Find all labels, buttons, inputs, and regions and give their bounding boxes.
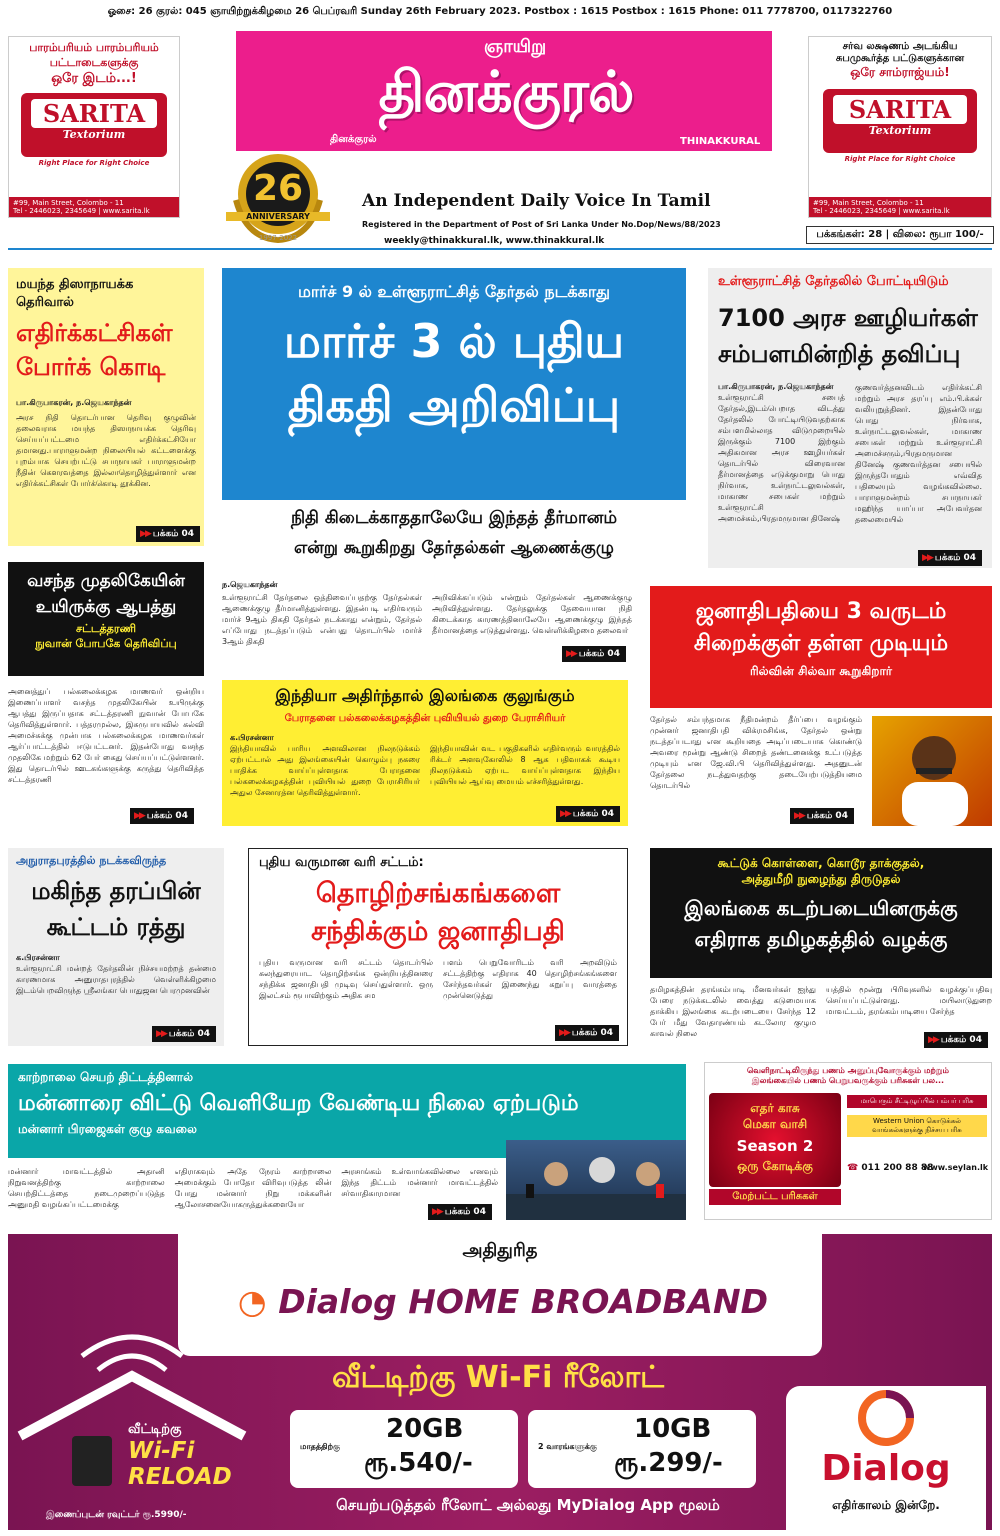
story-state-employees[interactable] <box>708 268 992 568</box>
dialog-brand-text: Dialog HOME BROADBAND <box>278 1282 769 1321</box>
continue-label: பக்கம் 04 <box>806 810 848 821</box>
story-body-col-2: குணவர்த்தனவிடம் எதிர்க்கட்சி மற்றும் அரச தரப்பு எம்.பி.க்கள் வலியுறுத்தினர். இதன்போது பொது நிர்வாக, உள்நாட்டலுவல்கள், மாகாண சபைகள் மற்றும் உள்ளூராட்சி அமைச்சரும்,பிரதமருமான தினேஷ் குணவர்த்தன சபையில் இருந்தபோதும் எவ்வித பதிலையும் வழங்கவில்லை. பாராளுமன்றம் சபாநாயகர் மஹிந்த யாப்பா அபேவர்தன தலைமையில் <box>855 383 982 524</box>
continue-link[interactable] <box>918 550 982 566</box>
double-arrow-icon: ▶▶ <box>432 1207 442 1217</box>
story-body: உள்ளூராட்சி மன்றத் தேர்தலின் நிச்சயமற்றத் தன்மை காரணமாக அனுராதபுரத்தில் வெள்ளிக்கிழமை இடம்பெறவிருந்த ஸ்ரீலங்கா பொதுஜன பெரமுனவின் <box>16 964 216 995</box>
double-arrow-icon: ▶▶ <box>566 649 576 659</box>
story-body <box>259 957 617 1001</box>
story-headline: மன்னாரை விட்டு வெளியேற வேண்டிய நிலை ஏற்படும் <box>18 1091 579 1116</box>
seylan-prize-1: ஒரு கோடிக்கு <box>737 1159 813 1173</box>
page-count-price: பக்கங்கள்: 28 | விலை: ரூபா 100/- <box>806 226 994 244</box>
story-sub: மன்னார் பிரஜைகள் குழு கவலை <box>18 1122 197 1136</box>
anniversary-number: 26 <box>252 168 304 209</box>
price-amount: ரூ.540/- <box>364 1448 473 1478</box>
tagline: An Independent Daily Voice In Tamil <box>362 191 711 211</box>
continue-label: பக்கம் 04 <box>572 808 614 819</box>
continue-label: பக்கம் 04 <box>152 528 194 539</box>
lead-byline: ந.ஜெயகாந்தன் <box>222 580 278 589</box>
story-mannar-body <box>8 1166 498 1210</box>
story-byline: பா.கிருபாகரன், ந.ஜெயகாந்தன் <box>718 382 834 391</box>
story-headline-1: இலங்கை கடற்படையினருக்கு <box>684 896 958 920</box>
sarita-address-bar <box>809 197 991 217</box>
sarita-logo <box>21 93 167 157</box>
story-sub-1: சட்டத்தரணி <box>76 622 136 635</box>
press-photo-icon <box>506 1140 686 1220</box>
seylan-web[interactable]: www.seylan.lk <box>923 1163 989 1172</box>
story-headline-1: தொழிற்சங்கங்களை <box>315 878 561 909</box>
continue-label: பக்கம் 04 <box>571 1027 613 1038</box>
seylan-season: Season 2 <box>736 1137 814 1155</box>
story-body-col-1: மன்னார் மாவட்டத்தில் அதானி நிறுவனத்திற்கு காற்றாலை செயற்திட்டத்தை நடைமுறைப்படுத்த அனுமதி வழங்கப்பட்டமைக்கு <box>8 1167 165 1209</box>
story-president-box[interactable] <box>650 586 992 708</box>
story-headline-2: உயிருக்கு ஆபத்து <box>35 597 177 617</box>
story-headline-2: கூட்டம் ரத்து <box>46 913 186 941</box>
continue-link[interactable] <box>555 1025 619 1041</box>
person-photo-icon <box>872 716 992 826</box>
continue-link[interactable] <box>556 806 620 822</box>
story-body-col-2: யத்தில் மூன்று பிரிவுகளில் வழக்குப்பதிவு செய்யப்பட்டுள்ளது. மயிலாடுதுறை மாவட்டம், தரங்கம்பாடியை சேர்ந்த <box>826 985 992 1016</box>
dialog-house <box>12 1316 262 1512</box>
seylan-top-1: வெளிநாட்டிலிருந்து பணம் அனுப்புவோருக்கும் மற்றும் <box>747 1066 949 1075</box>
story-sub: ரில்வின் சில்வா கூறுகிறார் <box>750 664 892 678</box>
anniversary-label: ANNIVERSARY <box>226 212 330 221</box>
story-navy-case-body <box>650 984 992 1038</box>
double-arrow-icon: ▶▶ <box>928 1035 938 1045</box>
contact-web: weekly@thinakkural.lk, www.thinakkural.lk <box>384 236 605 246</box>
story-kicker: மயந்த திஸாநாயக்க தெரிவால் <box>16 277 134 310</box>
dialog-offer: வீட்டிற்கு Wi-Fi ரீலோட் <box>331 1360 665 1395</box>
phone-icon: ☎ <box>847 1163 862 1173</box>
double-arrow-icon: ▶▶ <box>134 811 144 821</box>
sarita-address: #99, Main Street, Colombo - 11 <box>13 199 124 207</box>
dialog-top: அதிதுரித <box>462 1240 538 1261</box>
sarita-address: #99, Main Street, Colombo - 11 <box>813 199 924 207</box>
masthead-subtitle-english: THINAKKURAL <box>680 136 761 147</box>
story-headline: 7100 அரச ஊழியர்கள் சம்பளமின்றித் தவிப்பு <box>718 304 978 368</box>
story-wasantha-body: அனைத்துப் பல்கலைக்கழக மாணவர் ஒன்றிய இணைப்பாளர் வசந்த முதலிகேயின் உயிருக்கு ஆபத்து இருப்பதாக சட்டத்தரணி நுவான் போபகே தெரிவித்துள்ளார். பத்தரமுல்ல, இசுருபாயவில் கல்வி அமைச்சுக்கு முன்பாக பல்கலைக்கழக மாணவர்கள் ஆர்ப்பாட்டத்தில் ஈடுபட்டனர். இதன்போது வசந்த முதலிகே மற்றும் 62 பேர் கைது செய்யப்பட்டுள்ளனர். இது தொடர்பில் ஊடகங்களுக்கு கருத்து தெரிவித்த சட்டத்தரணி <box>8 687 204 784</box>
continue-label: பக்கம் 04 <box>444 1206 486 1217</box>
price-amount: ரூ.299/- <box>614 1448 723 1478</box>
story-sub-2: நுவான் போபகே தெரிவிப்பு <box>35 637 177 650</box>
price-card-10gb[interactable] <box>528 1410 756 1488</box>
price-label: மாதத்திற்கு <box>300 1442 341 1451</box>
story-headline-1: ஜனாதிபதியை 3 வருடம் <box>695 599 947 624</box>
ad-line-2: சுபமுகூர்த்த பட்டுகளுக்கான <box>835 53 965 64</box>
masthead-title: தினக்குரல் <box>378 60 634 125</box>
seylan-promo-panel <box>709 1093 841 1187</box>
double-arrow-icon: ▶▶ <box>156 1029 166 1039</box>
story-opposition[interactable] <box>8 268 204 546</box>
anniversary-badge <box>226 150 330 246</box>
dialog-logo-panel <box>786 1386 986 1530</box>
continue-label: பக்கம் 04 <box>940 1034 982 1045</box>
device-line-1: வீட்டிற்கு <box>128 1422 182 1437</box>
seylan-top-2: இலங்கையில் பணம் பெறுபவருக்கும் பரிசுகள் பல... <box>751 1076 945 1085</box>
device-line-2: Wi-Fi <box>128 1438 195 1464</box>
price-gb: 20GB <box>386 1414 464 1444</box>
story-body <box>230 733 620 798</box>
registration: Registered in the Department of Post of Sri Lanka Under No.Dop/News/88/2023 <box>362 220 721 229</box>
lead-body <box>222 592 632 654</box>
continue-link[interactable] <box>152 1026 216 1042</box>
story-headline-1: வசந்த முதலிகேயின் <box>27 571 185 591</box>
story-body-col-2: இந்தியாவின் வட பகுதிகளில் எதிர்வரும் வாரத்தில் ரிக்டர் அளவுகோலில் 8 ஆக பதிவாகக் கூடிய நிலநடுக்கம் ஏற்பட வாய்ப்புள்ளதாக இந்திய புவியியல் ஆய்வு மையம் எச்சரித்துள்ளது. <box>430 744 620 786</box>
sarita-brand-sub: Textorium <box>868 124 932 137</box>
story-india-quake[interactable] <box>222 680 628 826</box>
router-icon <box>72 1436 112 1486</box>
continue-link[interactable] <box>790 808 854 824</box>
lead-deck-2: என்று கூறுகிறது தேர்தல்கள் ஆணைக்குழு <box>294 538 614 558</box>
price-gb: 10GB <box>634 1414 712 1444</box>
continue-label: பக்கம் 04 <box>934 552 976 563</box>
story-headline: எதிர்க்கட்சிகள் போர்க் கொடி <box>16 319 173 381</box>
story-body-col-1: உள்ளூராட்சி சபைத் தேர்தல்,இடம்பெறாத விடத்து தேர்தலில் போட்டியிடுவதற்காக சம்பளமில்லாத விடுமுறையில் இருக்கும் 7100 இற்கும் அதிகமான அரச ஊழியர்கள் தொடர்பில் விரைவான தீர்மானத்தை எடுக்குமாறு பொது நிர்வாக, உள்நாட்டலுவல்கள், மாகாண சபைகள் மற்றும் உள்ளூராட்சி அமைச்சும்,பிரதமருமான தினேஷ் <box>718 393 845 523</box>
sarita-phone: Tel - 2446023, 2345649 | www.sarita.lk <box>13 207 150 215</box>
story-headline-2: சந்திக்கும் ஜனாதிபதி <box>311 916 565 947</box>
story-body-col-2: எதிராகவும் அதே நேரம் காற்றாலை அமைக்கும் போதோ விரிவுபடுத்த லின் போது மன்னார் நிறு மக்களின் ஆலோசனையோகருத்துக்களையோ <box>174 1167 332 1209</box>
story-body-col-3: அரசாங்கம் உள்வாங்கவில்லை எனவும் இந்த திட்டம் மன்னார் மாவட்டத்தில் சர்வாதிகாரமான <box>341 1167 499 1198</box>
sarita-address-bar <box>9 197 179 217</box>
story-byline: க.பிரசன்னா <box>16 953 60 962</box>
dialog-logo-text: Dialog <box>821 1448 951 1489</box>
dialog-swirl-icon: ◔ <box>237 1282 279 1321</box>
story-kicker: புதிய வருமான வரி சட்டம்: <box>259 855 424 870</box>
lead-body-col-1: உள்ளூராட்சி தேர்தலை ஒத்திவைப்பதற்கு தேர்தல்கள் ஆணைக்குழு தீர்மானித்துள்ளது. இதன்படி எதிர்வரும் மார்ச் 9ஆம் திகதி தேர்தல் நடக்காது என்றும், தேர்தல் எப்போது நடத்தப்படும் என்பது தொடர்பில் மார்ச் 3ஆம் திகதி <box>222 593 422 646</box>
story-kicker-2: அத்துமீறி நுழைந்து திருடுதல் <box>741 872 901 886</box>
story-kicker: காற்றாலை செயற் திட்டத்தினால் <box>18 1070 194 1084</box>
story-byline: க.பிரசன்னா <box>230 733 274 742</box>
seylan-promo-1: எதர் காசு <box>750 1101 800 1115</box>
story-kicker-1: கூட்டுக் கொள்ளை, கொடூர தாக்குதல், <box>717 856 925 870</box>
continue-link[interactable] <box>562 646 626 662</box>
dialog-device-price: இணைப்புடன் ரவுட்டர் ரூ.5990/- <box>46 1510 187 1520</box>
date-line: ஓசை: 26 குரல்: 045 ஞாயிற்றுக்கிழமை 26 பெப்ரவரி Sunday 26th February 2023. Postbox : 1615 Postbox : 1615 Phone: 011 7778700, 0117322760 <box>107 6 893 17</box>
dialog-cta: செயற்படுத்தல் ரீலோட் அல்லது MyDialog App மூலம் <box>336 1496 720 1514</box>
story-body <box>718 382 982 552</box>
continue-link[interactable] <box>428 1204 492 1220</box>
story-headline-1: மகிந்த தரப்பின் <box>31 877 201 905</box>
lead-story-box[interactable] <box>222 268 686 500</box>
seylan-prize-2: மேற்பட்ட பரிசுகள் <box>709 1189 841 1205</box>
continue-link[interactable] <box>136 526 200 542</box>
seylan-wu: Western Union கொடுக்கல் வாங்கல்களுக்கு நிச்சய பரிசு <box>847 1115 987 1137</box>
tilvin-silva-photo <box>872 716 992 826</box>
story-body: அரச நிதி தொடர்பான தெரிவு குழுவின் தலைவராக மயந்த திஸாநாயக்க தெரிவு செய்யப்பட்டமை எதிர்க்கட்சியோ தமானது.பாராளுமன்ற நிலையியல் கட்டளைக்கு புறம்பாக செயற்பட்டு சபாநாயகர் பாராளுமன்ற நீதின் கௌரவத்தை இல்லாதொழித்துள்ளார் என எதிர்க்கட்சிகள் போர்க்கொடி தூக்கின. <box>16 413 196 488</box>
ad-line-3: ஒரே இடம்...! <box>51 71 137 86</box>
sarita-brand: SARITA <box>833 95 967 124</box>
price-card-20gb[interactable] <box>290 1410 518 1488</box>
sarita-tagline: Right Place for Right Choice <box>38 159 150 167</box>
double-arrow-icon: ▶▶ <box>559 1028 569 1038</box>
story-mahinda-rally[interactable] <box>8 848 224 1046</box>
lead-body-col-2: அறிவிக்கப்படும் என்றும் தேர்தல்கள் ஆணைக்குழு அறிவித்துள்ளது. தேர்தலுக்கு தேவையான நிதி கிடைக்காத காரணத்தினாலேயே ஆணைக்குழு இந்தத் தீர்மானத்தை எடுத்துள்ளது. வெள்ளிக்கிழமை தலைவர் <box>432 593 632 635</box>
continue-label: பக்கம் 04 <box>578 648 620 659</box>
continue-link[interactable] <box>130 808 194 824</box>
continue-link[interactable] <box>924 1032 988 1048</box>
lead-deck-1: நிதி கிடைக்காததாலேயே இந்தத் தீர்மானம் <box>290 508 618 528</box>
continue-label: பக்கம் 04 <box>168 1028 210 1039</box>
double-arrow-icon: ▶▶ <box>922 553 932 563</box>
ad-line-2: பட்டாடைகளுக்கு <box>49 56 139 69</box>
story-byline: பா.கிருபாகரன், ந.ஜெயகாந்தன் <box>16 398 132 407</box>
story-body-col-1: இந்தியாவில் பாரிய அளவிலான நிலநடுக்கம் ஏற்பட்டால் அது இலங்கையின் கொழும்பு நகரை பாதிக்க வாய்ப்புள்ளதாக பேராதனை பல்கலைக்கழகத்தின் புவியியல் துறை பேராசிரியர் அதுல சேனாரத்ன தெரிவித்துள்ளார். <box>230 744 420 797</box>
story-body-col-1: புதிய வருமான வரி சட்டம் தொடர்பில் கலந்துரையாட தொழிற்சங்க ஒன்றியத்தினரை சந்திக்க ஜனாதிபதி முடிவு செய்துள்ளார். ஒரு இலட்சம் ரூபாவிற்கும் அதிக சம <box>259 958 433 1000</box>
double-arrow-icon: ▶▶ <box>140 529 150 539</box>
seylan-promo-2: மெகா வாசி <box>742 1117 808 1131</box>
double-arrow-icon: ▶▶ <box>794 811 804 821</box>
story-trade-unions[interactable] <box>248 848 628 1046</box>
seylan-phone[interactable] <box>847 1163 933 1173</box>
story-wasantha-box[interactable] <box>8 562 204 676</box>
sarita-tagline: Right Place for Right Choice <box>844 155 956 163</box>
lead-headline-1: மார்ச் 3 ல் புதிய <box>283 314 625 368</box>
story-body-col-1: தமிழகத்தின் தரங்கம்பாடி மீனவர்கள் ஐந்து பேரை நடுக்கடலில் வைத்து கடுமையாக தாக்கிய இலங்கை கடற்படையை சேர்ந்த 12 பேர் மீது வேதாரண்யம் கடலோர குழும காவல் நிலை <box>650 985 816 1038</box>
sarita-phone: Tel - 2446023, 2345649 | www.sarita.lk <box>813 207 950 215</box>
press-conference-photo <box>506 1140 686 1220</box>
sarita-ad-left[interactable] <box>8 36 180 218</box>
story-headline-2: எதிராக தமிழகத்தில் வழக்கு <box>694 927 948 951</box>
sarita-brand-sub: Textorium <box>62 128 126 141</box>
ad-line-3: ஒரே சாம்ராஜ்யம்! <box>850 65 950 79</box>
dialog-logo-icon <box>856 1390 916 1446</box>
dialog-ad[interactable] <box>8 1234 992 1530</box>
story-kicker: உள்ளூராட்சித் தேர்தலில் போட்டியிடும் <box>718 274 949 289</box>
story-kicker: அநுராதபுரத்தில் நடக்கவிருந்த <box>16 854 167 867</box>
story-headline: இந்தியா அதிர்ந்தால் இலங்கை குலுங்கும் <box>275 686 575 705</box>
seylan-draw: மாபெரும் சீட்டிழுப்பில் பம்பர் பரிசு <box>847 1095 987 1108</box>
story-headline-2: சிறைக்குள் தள்ள முடியும் <box>693 631 949 656</box>
lead-kicker: மார்ச் 9 ல் உள்ளூராட்சித் தேர்தல் நடக்காது <box>297 282 611 301</box>
double-arrow-icon: ▶▶ <box>560 809 570 819</box>
story-president-body: தேர்தல் சம்பந்தமாக நீதிமன்றம் தீர்ப்பை வழங்கும் முன்னர் ஜனாதிபதி விக்ரமசிங்க, தேர்தல் ஒன்று நடத்தப்படாது என கூறியதை அடிப்படையாக கொண்டு அவரை மூன்று ஆண்டு சிறைத் தண்டனைக்கு உட்படுத்த முடியும் என ஜே.வி.பி தெரிவித்துள்ளது. அதனுடன் தேர்தலை நடத்துவதற்கு தடையேற்படுத்தியமை தொடர்பில் <box>650 715 862 790</box>
device-line-3: RELOAD <box>128 1464 232 1490</box>
header-rule <box>8 248 992 250</box>
continue-label: பக்கம் 04 <box>146 810 188 821</box>
sarita-brand: SARITA <box>31 99 157 128</box>
masthead-subtitle-tamil: தினக்குரல் <box>330 134 377 145</box>
dialog-slogan: எதிர்காலம் இன்றே. <box>832 1498 940 1512</box>
anniversary-years: 1997-2022 <box>258 234 298 242</box>
dialog-brand <box>208 1282 798 1321</box>
story-sub: பேராதனை பல்கலைக்கழகத்தின் புவியியல் துறை பேராசிரியர் <box>284 713 566 724</box>
masthead-small-title: ஞாயிறு <box>483 36 547 57</box>
price-label: 2 வாரங்களுக்கு <box>538 1442 597 1451</box>
story-navy-case-box[interactable] <box>650 848 992 978</box>
lead-headline-2: திகதி அறிவிப்பு <box>287 378 621 432</box>
story-body-col-2: பளம் பெறுவோரிடம் வரி அறவிடும் சட்டத்திற்கு எதிராக 40 தொழிற்சங்கங்களை சேர்ந்தவர்கள் இணைந்து கறுப்பு வாரத்தை முன்னெடுத்து <box>443 958 617 1000</box>
sarita-ad-right[interactable] <box>808 36 992 218</box>
seylan-ad[interactable] <box>704 1062 992 1220</box>
seylan-phone-number: 011 200 88 88 <box>861 1163 934 1173</box>
ad-line-1: பாரம்பரியம் பாரம்பரியம் <box>29 41 159 54</box>
ad-line-1: சர்வ லக்ஷணம் அடங்கிய <box>842 41 958 52</box>
sarita-logo <box>823 89 977 153</box>
